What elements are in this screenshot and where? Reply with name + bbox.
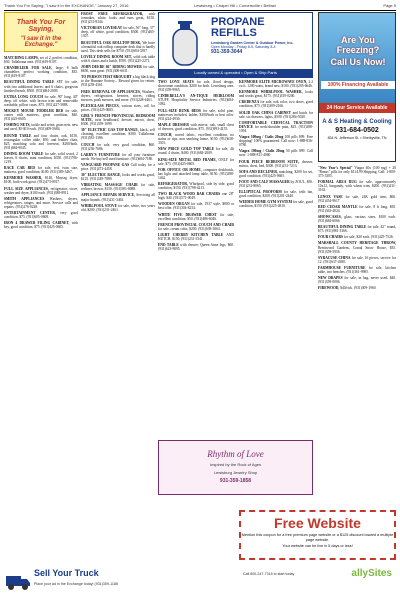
heating-ad-cta: Call Us Now! [330,57,386,67]
classified-ad-title: FRENCH PROVINCIAL COUCH AND CHAIR [158,222,234,227]
classified-ad-body: dresser, mirror, chest, bed, $300. (931)231-7213. [239,159,313,168]
classified-ad [239,100,313,108]
classified-ad-body: for sale, 90" long, 40" deep, off white, with brown trim and removable washable, pillow cases, $75. (931)227-5888. [4,94,78,107]
classified-ad [158,202,234,210]
classified-ad-title: NEW DRAPES [318,276,343,281]
classified-ad-title: REFRIGERATOR, [158,181,188,186]
classified-ad-body: one 28" high, $40. (931)571-0049. [158,192,234,201]
classified-ad [4,56,78,64]
classified-column-4 [239,80,313,210]
classified-ad [318,166,396,178]
classified-ad-body: ONLY for sale, $75. (931)425-0605. [158,157,235,166]
classified-ad [81,104,155,112]
free-website-subtitle: Mention this coupon for a free premium page website or a $125 discount toward a multiple page website. [241,533,394,542]
propane-title-line2: REFILLS [211,27,257,39]
classified-ad [318,276,396,284]
classified-ad [81,55,155,63]
classified-ad-body: for sale, 42" round, $75. (931)981-3366. [318,225,397,234]
classified-ad-body: with mirror, oak, small chest of drawers, good condition, $75. (931)993-4155. [158,122,234,131]
classified-ad [318,286,396,290]
classified-ad-body: solid oak table with 6 chairs and a hutch, $700. (931)225-2271. [81,54,155,63]
classified-ad-title: END TABLE [158,243,179,248]
classified-ad-body: and four chairs, oak, $150, rectangular coffee table, $50, and leather chair, $25, matching sofa and loveseat, $200/both. (931)684-9045. [4,133,78,150]
ally-sites-ad[interactable] [239,562,396,610]
classified-ad [158,158,234,166]
classified-ad-body: for sale, solid wood, 2 leaves, 6 chairs, mint condition, $350. (931)796-1219. [4,151,78,165]
classified-ad [239,90,313,98]
classified-ad [158,123,234,131]
classified-ad-body: refrigerator, stove, washer and dryer, $100 each. (931)388-8911. [4,186,78,195]
classified-ad-title: JOHN DEERE 66" RIDING MOWER [81,65,142,70]
classified-ad [4,152,78,164]
classified-ad-body: $40/rick. (931)309-1960. [340,286,377,291]
classified-ad-title: FULL-SIZE BUNK BEDS [158,108,201,113]
jewelry-ad[interactable] [158,440,313,495]
classified-ad-body: and hutch for sale, six drawers, lights, $500. (931)284-5020. [239,110,313,119]
classified-ad [318,256,396,264]
classified-ad-body: with key, good condition, $75. (931)425-0605. [4,221,78,230]
classified-ad [4,134,78,150]
header-center-text: Lewisburg • Chapel Hill • Cornersville • Belfast [194,3,276,8]
classified-ad-body: glass, various sizes, $100 each. (931)684-6066. [318,214,396,224]
ally-sites-text: Call 800-247-7318 to start today [243,572,295,576]
classified-ad-title: FORMAL AREA RUG [318,180,357,185]
classified-ad [81,193,155,201]
classified-ad-body: tackle and seine, grass nets, new and used, $5-$10 each. (931)409-5684. [4,123,78,132]
classified-ad-title: BEAUTIFUL DINING TABLE [318,225,367,230]
classified-ad [158,182,234,190]
classified-ad [4,176,78,184]
classified-ad [239,135,313,147]
classified-ad-body: Washers, dryers, refrigerators, ranges, and more. Service calls and repairs. (931)276-0228. [4,196,78,209]
heating-ad-company-block [319,113,395,162]
classified-ad-title: LARRY'S FURNITURE [81,152,121,157]
classified-ad [239,80,313,88]
classified-ad-title: FARMHOUSE FURNITURE [318,265,366,270]
classified-ad-title: CINDERELLA'S AN-TIQUE HEIRLOOM [158,94,234,99]
classified-ad [81,153,155,161]
classified-ad [318,241,396,253]
classified-ad [318,266,396,274]
classified-ad-body: for sale, approximately 10x12, burgundy, with wheat trim, $200. (931)231-3163. [318,180,396,193]
classified-ad-title: WEIDER HOME GYM SYSTEM [239,200,293,205]
classified-ad-body: for sale, recliner, brown, $150. (931)581-8088. [81,183,155,192]
heating-ad-company: A & S Heating & Cooling [322,119,392,125]
classified-ad-body: SET for sale, with two additional leaves, and 6 chairs, gorgeous finished bench, $500. (931)684-2009. [4,80,78,93]
jewelry-ad-shop: Lewisburg Jewelry Shop [213,470,258,475]
truck-icon [4,566,32,594]
propane-title-line1: PROPANE [211,16,265,28]
classified-ad-title: DINING ROOM TABLE [4,151,44,156]
classified-ad-title: 30" ELECTRIC RANGE, [81,173,122,178]
jewelry-ad-phone: 931-359-1858 [219,478,252,484]
sell-truck-ad[interactable] [4,560,154,610]
classified-ad [158,168,234,180]
classified-ad [318,235,396,239]
heating-ad[interactable] [318,12,396,162]
thanks-line1: Thank You For Saying, [16,19,66,33]
classified-ad-title: LENOX VASE [318,194,343,199]
classified-ad-body: for sale, good condition, $150. (931)225-4810. [239,200,313,209]
classified-ad-title: KENMORE WHIRLPOOL WASHER, [239,90,303,95]
classified-ad [81,183,155,191]
classified-ad-body: for sale, $20 each. (931)425-7526. [343,235,394,240]
jewelry-ad-subtitle: Inspired by the Rock of Ages [210,462,261,467]
classified-ad-title: LOVELY DINING ROOM SET, [81,54,132,59]
classified-ad [318,205,396,213]
classified-ad-body: looks and works good, $125. (931)349-7889. [81,173,155,182]
heating-ad-title: Are You Freezing? [336,35,380,55]
classified-ad [4,95,78,107]
classified-column-1 [4,56,78,231]
classified-ad-title: MICKEY MOUSE TODDLER BED [4,109,64,114]
classified-ad-title: CREDENZA [239,100,260,105]
classified-ad [239,149,313,157]
jewelry-ad-title: Rhythm of Love [207,449,264,459]
classified-ad-body: Call today for a price. (931)473-4458. [81,162,155,171]
classified-ad-body: for sale, oak color, two doors, good condition, $75. (931)309-2166. [239,100,313,109]
classified-ad-body: for sale, in bag, never used, $40. (931)359-0006. [318,276,396,285]
classified-ad-title: VICTORIAN LOVESEAT [81,26,123,31]
classified-ad-title: TO PERSON THAT BROUGHT [81,75,132,80]
classified-ad [81,75,155,87]
classified-ad-title: COMFORTABLE CERVICAL TRACTION DEVICE [239,120,313,129]
classified-ad-title: Viagra 100mg / Cialis 20mg [239,135,284,140]
propane-title [211,17,311,39]
classified-ad [158,243,234,251]
classified-ad-body: Whirlpool, side by side, good condition, $150. (931)798-4213. [158,181,234,191]
free-website-ad[interactable] [239,510,396,560]
classified-ad [318,195,396,203]
classified-column-2 [81,12,155,214]
classified-ad-body: Viagra 40x (100 mg) + 20 "Bonus" pills for only $114.99 Shipping. Call: 1-800-375-3305. [318,166,396,179]
classified-ad-title: COUCH, [158,133,173,138]
classified-ad-title: ROUND TABLE [4,133,32,138]
classified-ad-title: SOLID OAK CHINA CABINET [239,110,292,115]
heating-ad-address: 834 N. Jefferson St. • Shelbyville, TN [327,136,387,140]
classified-ad-body: for sale, 8 ft long, $50. (931)363-4024. [318,204,396,213]
classified-ad-title: NEW PRICE GOLD TOP TABLE [158,147,215,152]
classified-ad-body: looks and works great, $175. (931)359-0200. [239,90,314,99]
classified-ad-body: a big black dog to the Humane Society... Reward given for return. (931)239-4361. [81,75,155,88]
classified-ad [239,160,313,168]
classified-ad-title: PLEXIGLASS PIECES, [81,103,120,108]
classified-ad-title: BEAUTIFUL DINING TABLE [4,80,55,85]
classified-ad-title: VANGUARD PROPANE GAS [81,162,130,167]
classified-ad-body: various sizes, call for prices. (931)425-0605. [81,103,155,112]
classified-ad-body: 2.2 cu ft, 1200 watts, brand new, $100. (931)205-6646. [239,80,313,89]
classified-ad [81,90,155,102]
classified-ad-body: for sale, 24K gold trim, $60. (931)454-9617. [318,194,396,203]
heating-ad-financing: 100% Financing Available [321,81,395,89]
classified-ad-body: very good condition, $75. (931)605-0608. [4,211,78,220]
propane-footer: Locally owned & operated • Open & Ship Parts [159,69,312,77]
classified-ad-body: set of 2, perfect condition, $30. Tallahoma area. (931)619-8107. [4,56,78,65]
propane-ad[interactable] [158,12,313,78]
classified-ad-title: SMITH APPLIANCES [4,196,45,201]
classified-ad-body: for sale, $650, runs great. (931)300-6631. [81,65,156,74]
classified-ad-body: for sale, very good condition, $60. (931)236-7686. [81,142,155,151]
classified-ad-title: TWO BLACK WOOD BAR CHAIRS [158,192,221,197]
classified-ad-title: FROST FREE REFRIGERATOR, [81,12,144,16]
classified-ad-body: Brentwood Gardens, Comal Snow House, $35. (931)359-5956. [318,245,396,254]
classified-ad-title: FOOT AND CALF MASSAGER [239,179,290,184]
page-header [4,2,396,10]
classified-ad-title: FOUR PIECE BEDROOM SUITE, [239,159,300,164]
classified-ad-title: APPLIANCE REPAIR SERVICE, [81,193,135,198]
classified-ad-body: matching, $200 for set, good condition. (931)425-0605. [239,169,314,178]
classified-ad-body: with icemaker, white, looks and runs great, $150. (931)231-8344. [81,12,156,25]
classified-ad-body: large, 6 bulb chandelier, perfect working condition, $35. (931)619-8107. [4,66,79,79]
classified-ad [239,111,313,119]
classified-ad-body: computer deskhutch, has light and attached lamp table, $150. (931)388-1462. [158,167,234,180]
classified-ad-title: SYRACUSE CHINA [318,255,351,260]
classified-ad-body: for sale, cream color, $200. (931)638-3064. [158,226,221,231]
classified-ad-title: KENMORE WASHER, [4,176,43,181]
propane-tank-icon [165,19,205,69]
classified-ad [158,147,234,155]
classified-ad-title: SOFA AND RECLINER, [239,169,278,174]
classified-ad-title: FIREWOOD, [318,286,340,291]
classified-ad-body: for sale, kitchen table, two benches. (931)361-9985. [318,265,396,274]
thanks-line2: "I saw it in the Exchange." [20,36,62,48]
classified-ad [81,41,155,53]
classified-ad-body: for neck/shoulder pain, $25. (931)388-1094. [239,124,313,133]
classified-ad [158,80,234,92]
classified-ad-body: waved fabric, excellent condition, no stains or rips, non smoking home, $150. (931)638-3301. [158,133,234,146]
classified-ad [4,109,78,121]
free-website-title: Free Website [274,515,361,531]
classified-ad-title: LIGHT CHERRY KITCHEN TABLE [158,232,224,237]
classified-ad-body: for sale, floral design, showroom condition, $200 for both. Lewisburg area. (931)359-9965. [158,80,234,93]
classified-ad-title: SHOWCASES, [318,214,342,219]
classified-ad [158,94,234,106]
classified-ad-body: for sale, 56" long, 37" deep, off white, good condition, $300. (931)465-1307. [81,26,155,39]
ally-sites-logo: allySites [351,568,392,579]
classified-ad-title: MATCHING LAMPS, [4,56,39,60]
classified-ad-body: 100 pills $99. Free shipping! 100% guaranteed. Call now: 1-888-836-0780. [239,135,313,148]
classified-ad-body: black, self cleaning, excellent condition, $300. Tullahoma. (931)581-1386. [81,128,155,141]
classified-ad-title: BEAUTIFUL OAK ROLLTOP DESK, [81,40,142,45]
classified-ad [158,223,234,231]
classified-ad [4,123,78,131]
classified-ad [81,143,155,151]
classified-ad [4,221,78,229]
classified-ad-body: for sale, with fan, good condition, $200. (931)201-2440. [239,190,313,199]
propane-details [211,41,311,54]
classified-ad-title: RED CEDAR MANTLE [318,204,358,209]
classified-ad [4,80,78,92]
classified-ad [239,190,313,198]
classified-ad-title: WHITE FIVE DRAWER CHEST [158,212,217,217]
classified-ad-title: Viagra 100mg / Cialis 20mg [239,149,285,154]
classified-ad-title: 30" ELECTRIC GAS TOP RANGE, [81,128,139,133]
classified-ad [158,133,234,145]
classified-ad [239,200,313,208]
classified-ad [81,128,155,140]
classified-ad-title: COUCH [81,142,95,147]
classified-ad-title: WOODEN ORGAN [158,202,190,207]
classified-ad [239,170,313,178]
classified-ad-title: ENTERTAINMENT CENTER, [4,211,56,215]
classified-ad-body: 50 pills $99. Call now: 1-888-811-4060 [239,149,313,158]
header-left-text: Thank You For Saying, "I saw it in the EXCHANGE," January 27, 2016 [4,3,129,8]
classified-ad [318,215,396,223]
classified-ad [239,180,313,188]
classified-ad [81,12,155,24]
classified-ad-title: ELLIPTICAL PROFORM [239,190,282,195]
classified-ad [318,225,396,233]
free-website-note: Your website can be live in 5 days or less! [282,544,353,548]
classified-ad-title: MARSHALL COUNTY HERITAGE THROW, [318,241,396,246]
classified-ad-body: Servicing all major brands. (931)231-3463. [81,193,155,202]
header-divider [4,10,396,11]
classified-ad-body: for sale, 4ft round, 4 chairs, $400. (931)684-2009. [158,147,234,156]
classified-ad-title: TWO LOVE SEATS [158,80,194,84]
classified-ad-body: for sale, 1937 style, $800 or best offer. (931)304-8234. [158,202,234,211]
classified-ad-body: twin headboard, dresser, mirror, chest, $300. (931)359-1099. [81,118,155,127]
heating-ad-phone: 931-684-0502 [335,127,379,134]
sell-truck-subtitle: Place your ad in the Exchange today! (931)359-1188 [34,582,118,586]
sell-truck-title: Sell Your Truck [34,568,99,578]
classified-ad-body: AND HUTCH, $150. (931)231-5541. [158,232,234,241]
classified-ad-title: GIRL'S FRENCH PROVINCIAL BEDROOM SUITE, [81,113,155,123]
classified-ad-body: for sale, solid pine, mattresses included, ladder, $300/both or best offer. (931)224-4930. [158,108,234,121]
classified-ad [158,109,234,121]
classified-ad-body: for sale, red, twin size, mattress, good condition, $100. (931)389-3467. [4,166,79,175]
classified-ad [4,187,78,195]
classified-ad-title: KENMORE ELITE MICROWAVE OVEN, [239,80,308,84]
classified-ad [239,121,313,133]
classified-ad [81,65,155,73]
classified-ad-body: We have a beautiful oak rolltop computer desk that is hardly used. This desk sells for $750. (931)684-3397. [81,40,155,53]
propane-phone: 931-359-3044 [211,48,243,55]
classified-ad [318,180,396,192]
propane-company: Lewisburg Garden Center & Outdoor Power, Inc. [211,41,294,45]
classified-ad [81,173,155,181]
classified-ad-title: KING-SIZE METAL BED FRAME, [158,157,217,162]
classified-ad-title: IRON 4 DRAWER FILING CABINET, [4,221,70,226]
classified-ad-body: STUFF, Hospitality Service Industries. (931)684-1082. [158,98,234,107]
propane-hours: Open Monday - Friday 8-5, Saturday 8-4 [211,45,276,50]
classified-ad [81,204,155,212]
classified-ad-body: Washers, dryers, refrigerators, freezers, stoves, riding mowers, push mowers, and more. (931)228-4461. [81,89,155,102]
classified-ad-body: by ZOUL, $50. (931)231-8065. [239,179,313,188]
classified-ad-title: FOUR CHAIRS [318,235,344,240]
heating-ad-service: 24 Hour Service Available [319,103,395,113]
classified-ad [4,211,78,219]
classified-ad-body: for sale, comes with mattress, great condition, $40. (931)425-0605. [4,109,78,122]
classified-ad-body: for sale, 16 pieces, service for 12. (931)637-4380. [318,255,396,264]
classified-ad [4,166,78,174]
classified-ad [81,114,155,126]
classified-ad-title: EXTRA LONG COUCH [4,94,44,99]
classified-ad-title: MAPLE DRESSER [158,122,190,127]
classified-ad-title: WHIRLPOOL STOVE [81,203,117,208]
classified-ad [4,66,78,78]
classified-ad-body: with drawer, Queen Anne legs, $60. (931)623-9895. [158,243,234,252]
thanks-banner [4,12,78,52]
classified-ad-body: for sale, white, two years old, $200. (931)231-2461. [81,203,155,212]
classified-ad-title: CHANDELIER FOR SALE, [4,66,53,71]
classified-ad-body: $140, Maytag dryer, $100, both work great. (931)473-0917. [4,176,79,185]
classified-column-3 [158,80,234,253]
classified-column-5 [318,166,396,292]
classified-ad [81,26,155,38]
classified-ad-body: for all your furniture needs. We buy/sell used furniture. (931)684-7180. [81,152,156,161]
classified-ad [4,197,78,209]
classified-ad [158,213,234,221]
classified-ad-title: FISHING NETS, [4,123,31,128]
classified-ad-body: for sale, excellent condition, $50. (931)486-6046. [158,212,234,221]
classified-ad [158,233,234,241]
header-page-number: Page 5 [383,3,396,8]
classified-ad-title: "New Year's Special" [318,166,353,170]
classified-ad-title: FOR OFFICE OR HOME, [158,167,202,172]
classified-ad-title: RACE CAR BED [4,166,35,171]
classified-ad [158,192,234,200]
classified-ad-title: VIBRATING MASSAGE CHAIR [81,183,138,188]
classified-ad [81,163,155,171]
classified-ad-title: FULL SIZE APPLIANCES, [4,186,49,191]
classified-ad-title: FREE REMOVAL OF APPLIANCES, [81,89,141,94]
